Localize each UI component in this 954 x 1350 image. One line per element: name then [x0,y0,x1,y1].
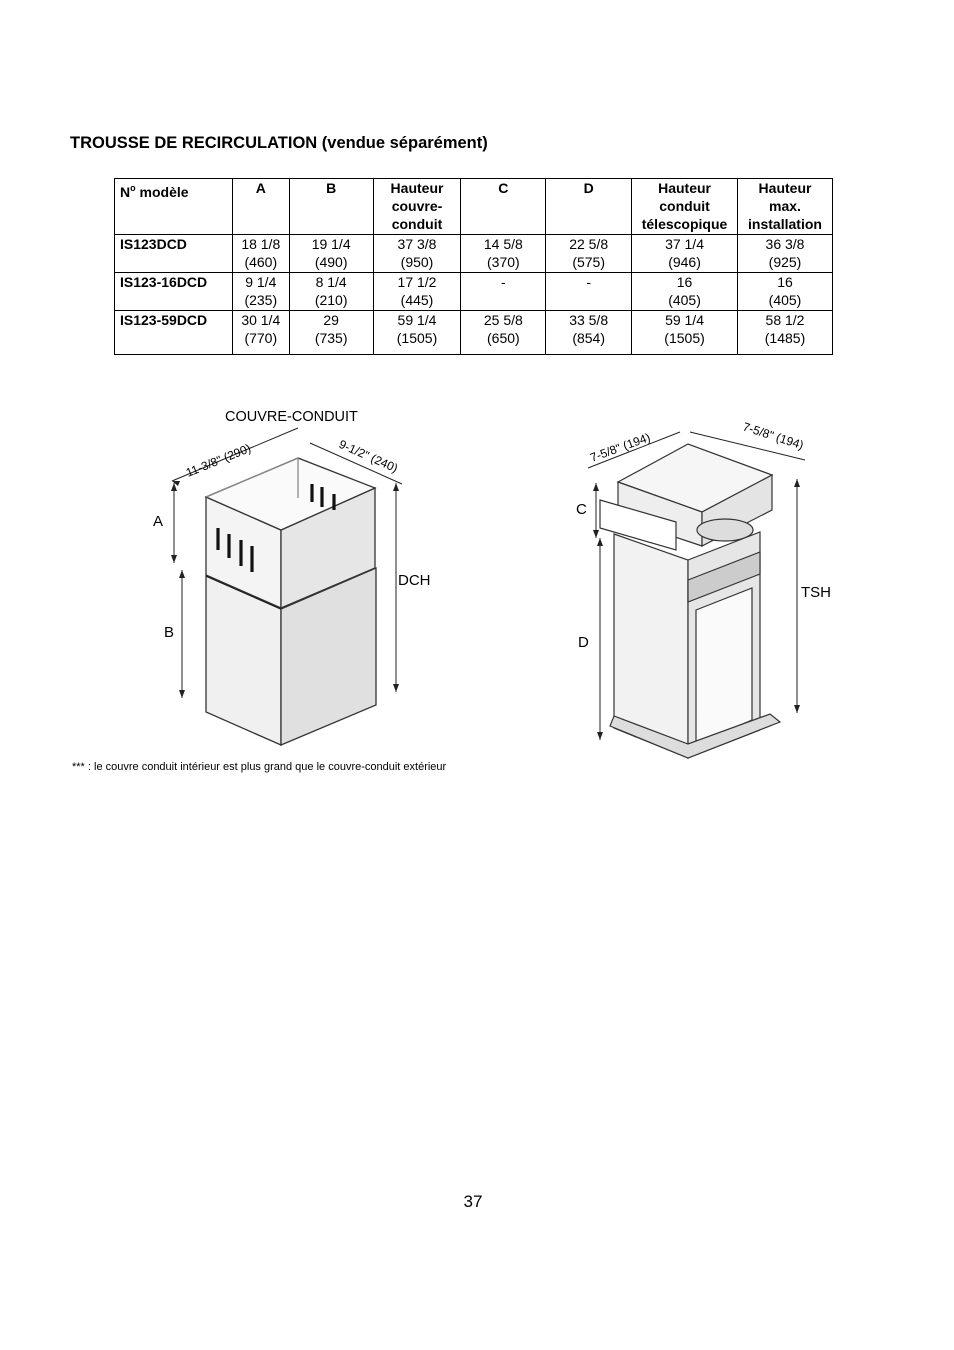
page-number: 37 [463,1192,483,1211]
cell-a: 30 1/4 (770) [232,311,289,355]
label-d: D [578,634,589,651]
cell-c: - [461,273,546,311]
label-c: C [576,501,587,518]
cell-dch: 59 1/4 (1505) [373,311,461,355]
header-c: C [461,179,546,235]
cell-tsh: 16 (405) [632,273,738,311]
header-max-installation: Hauteur max. installation [738,179,833,235]
cell-b: 19 1/4 (490) [289,235,373,273]
cell-max: 36 3/8 (925) [738,235,833,273]
label-a: A [153,513,164,530]
cell-a: 9 1/4 (235) [232,273,289,311]
cell-d: 33 5/8 (854) [546,311,632,355]
cell-dch: 17 1/2 (445) [373,273,461,311]
cell-model: IS123DCD [115,235,233,273]
cell-d: - [546,273,632,311]
cell-model: IS123-59DCD [115,311,233,355]
label-tsh: TSH [801,584,831,601]
label-b: B [164,624,175,641]
cell-model: IS123-16DCD [115,273,233,311]
cell-dch: 37 3/8 (950) [373,235,461,273]
header-d: D [546,179,632,235]
header-b: B [289,179,373,235]
telescopic-duct-drawing [600,444,780,758]
dim-left-label: 7-5/8" (194) [588,430,653,465]
header-tsh: Hauteur conduit télescopique [632,179,738,235]
duct-cover-caption: COUVRE-CONDUIT [225,409,358,425]
cell-b: 29 (735) [289,311,373,355]
dim-depth-label: 9-1/2" (240) [336,436,400,476]
header-a: A [232,179,289,235]
header-dch: Hauteur couvre- conduit [373,179,461,235]
cell-tsh: 37 1/4 (946) [632,235,738,273]
cell-c: 14 5/8 (370) [461,235,546,273]
dim-width-label: 11-3/8" (290) [183,441,253,480]
footnote: *** : le couvre conduit intérieur est plus grand que le couvre-conduit extérieur [72,761,447,773]
cell-b: 8 1/4 (210) [289,273,373,311]
cell-max: 16 (405) [738,273,833,311]
header-model: $N^o$ modèle [115,179,233,235]
cell-d: 22 5/8 (575) [546,235,632,273]
cell-c: 25 5/8 (650) [461,311,546,355]
cell-a: 18 1/8 (460) [232,235,289,273]
section-title: TROUSSE DE RECIRCULATION (vendue séparément) [70,134,488,152]
cell-tsh: 59 1/4 (1505) [632,311,738,355]
label-dch: DCH [398,572,431,589]
cell-max: 58 1/2 (1485) [738,311,833,355]
dim-right-label: 7-5/8" (194) [741,419,806,453]
